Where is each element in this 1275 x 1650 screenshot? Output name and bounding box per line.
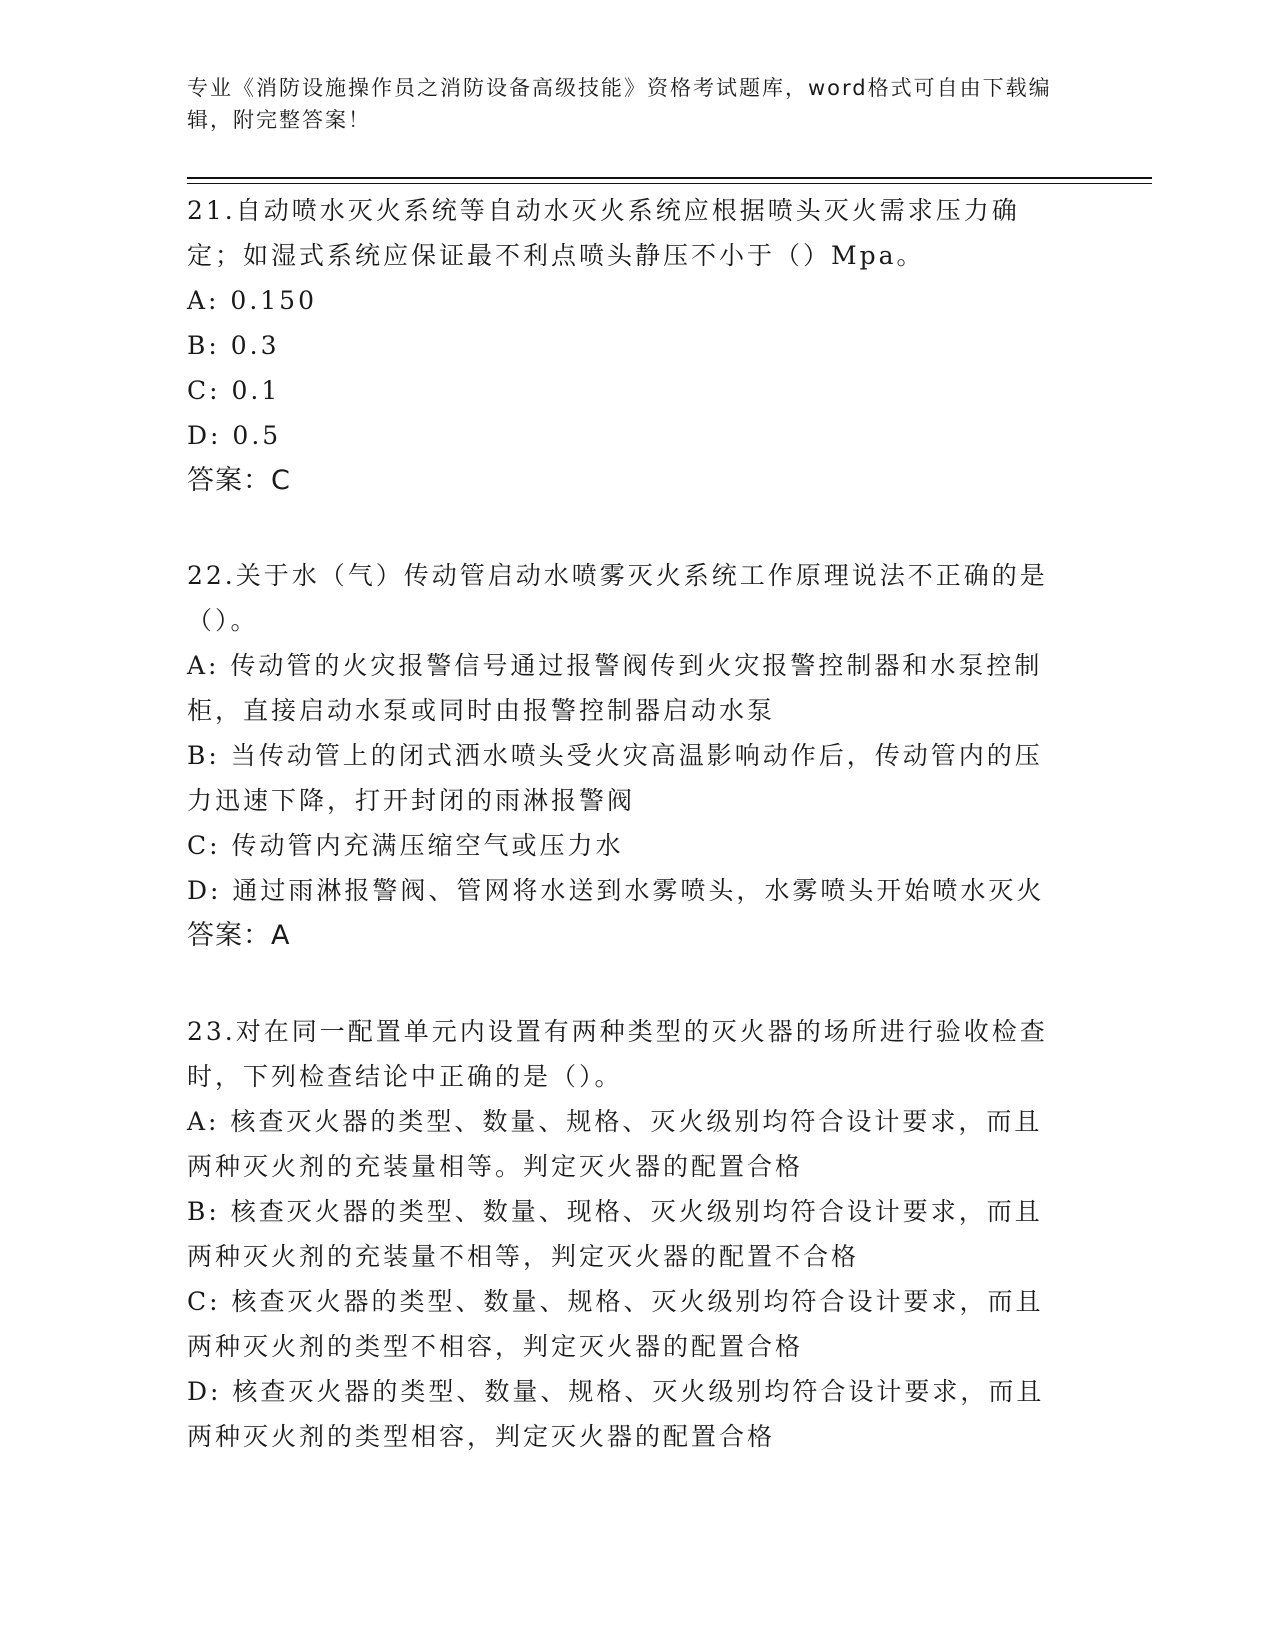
option-c: C: 传动管内充满压缩空气或压力水	[187, 831, 624, 860]
question-23	[187, 1009, 1067, 1459]
option-c: C: 0.1	[187, 376, 281, 405]
question-stem: 23.对在同一配置单元内设置有两种类型的灭火器的场所进行验收检查时，下列检查结论中正确的是（）。	[187, 1017, 1048, 1091]
question-22	[187, 553, 1067, 958]
answer: 答案：C	[187, 465, 291, 496]
header-rule-thick	[187, 177, 1152, 179]
option-b: B: 核查灭火器的类型、数量、现格、灭火级别均符合设计要求，而且两种灭火剂的充装量不相等，判定灭火器的配置不合格	[187, 1197, 1043, 1271]
document-header: 专业《消防设施操作员之消防设备高级技能》资格考试题库，word格式可自由下载编辑，附完整答案！	[187, 76, 1052, 132]
option-d: D: 0.5	[187, 421, 282, 450]
answer: 答案：A	[187, 920, 291, 951]
option-a: A: 核查灭火器的类型、数量、规格、灭火级别均符合设计要求，而且两种灭火剂的充装量相等。判定灭火器的配置合格	[187, 1107, 1043, 1181]
question-stem: 21.自动喷水灭火系统等自动水灭火系统应根据喷头灭火需求压力确定；如湿式系统应保证最不利点喷头静压不小于（）Mpa。	[187, 196, 1020, 270]
header-rule-thin	[187, 183, 1152, 184]
option-b: B: 当传动管上的闭式洒水喷头受火灾高温影响动作后，传动管内的压力迅速下降，打开封闭的雨淋报警阀	[187, 741, 1043, 815]
option-d: D: 核查灭火器的类型、数量、规格、灭火级别均符合设计要求，而且两种灭火剂的类型相容，判定灭火器的配置合格	[187, 1377, 1045, 1451]
question-stem: 22.关于水（气）传动管启动水喷雾灭火系统工作原理说法不正确的是（）。	[187, 561, 1048, 635]
option-b: B: 0.3	[187, 331, 280, 360]
option-d: D: 通过雨淋报警阀、管网将水送到水雾喷头，水雾喷头开始喷水灭火	[187, 876, 1045, 905]
option-c: C: 核查灭火器的类型、数量、规格、灭火级别均符合设计要求，而且两种灭火剂的类型不相容，判定灭火器的配置合格	[187, 1287, 1044, 1361]
question-21	[187, 188, 1067, 503]
option-a: A: 传动管的火灾报警信号通过报警阀传到火灾报警控制器和水泵控制柜，直接启动水泵或同时由报警控制器启动水泵	[187, 651, 1043, 725]
option-a: A: 0.150	[187, 286, 317, 315]
